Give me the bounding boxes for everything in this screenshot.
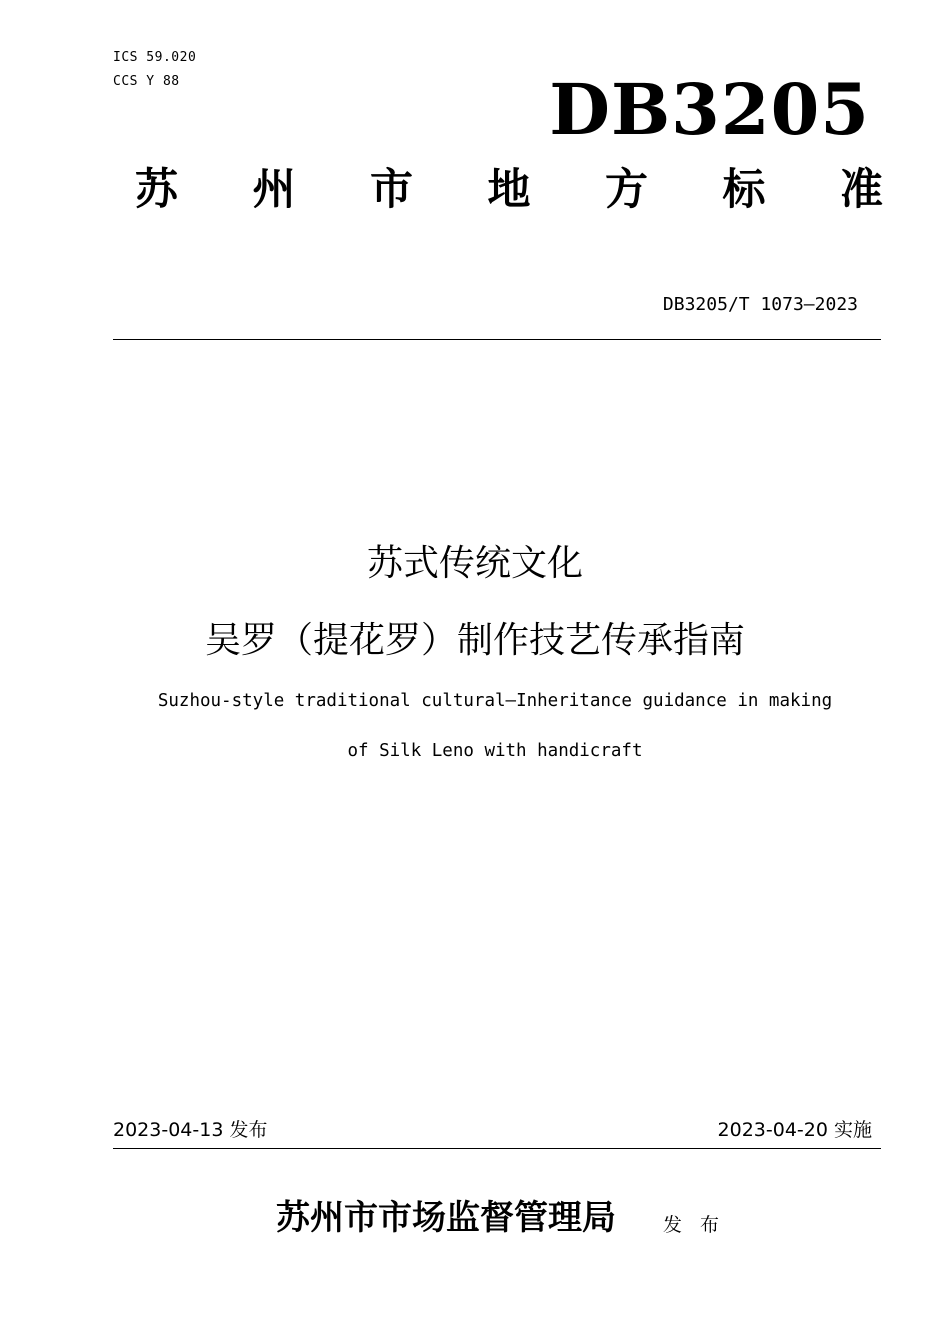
standard-type-char: 标 [722, 165, 766, 215]
standard-type-char: 地 [487, 165, 531, 215]
issue-date: 2023-04-13 发布 [113, 1119, 268, 1141]
title-chinese-line-2: 吴罗（提花罗）制作技艺传承指南 [204, 620, 745, 661]
title-english-line-2: of Silk Leno with handicraft [347, 741, 643, 761]
standard-code: DB3205 [549, 68, 870, 151]
top-divider [113, 339, 881, 340]
standard-type-char: 方 [605, 165, 648, 215]
standard-type-char: 市 [370, 165, 413, 215]
standard-type-char: 州 [252, 165, 296, 215]
ics-code: ICS 59.020 [113, 50, 197, 65]
publish-label: 发 布 [663, 1214, 726, 1236]
publisher-name: 苏州市市场监督管理局 [276, 1198, 616, 1238]
ccs-code: CCS Y 88 [113, 74, 180, 89]
title-chinese-line-1: 苏式传统文化 [366, 543, 583, 584]
bottom-divider [113, 1148, 881, 1149]
implementation-date: 2023-04-20 实施 [717, 1119, 872, 1141]
standard-type-char: 苏 [135, 165, 178, 215]
standard-type [135, 164, 883, 216]
title-english-line-1: Suzhou-style traditional cultural—Inheritance guidance in making [157, 691, 833, 711]
standard-type-char: 准 [840, 165, 883, 215]
standard-number: DB3205/T 1073—2023 [662, 294, 858, 315]
